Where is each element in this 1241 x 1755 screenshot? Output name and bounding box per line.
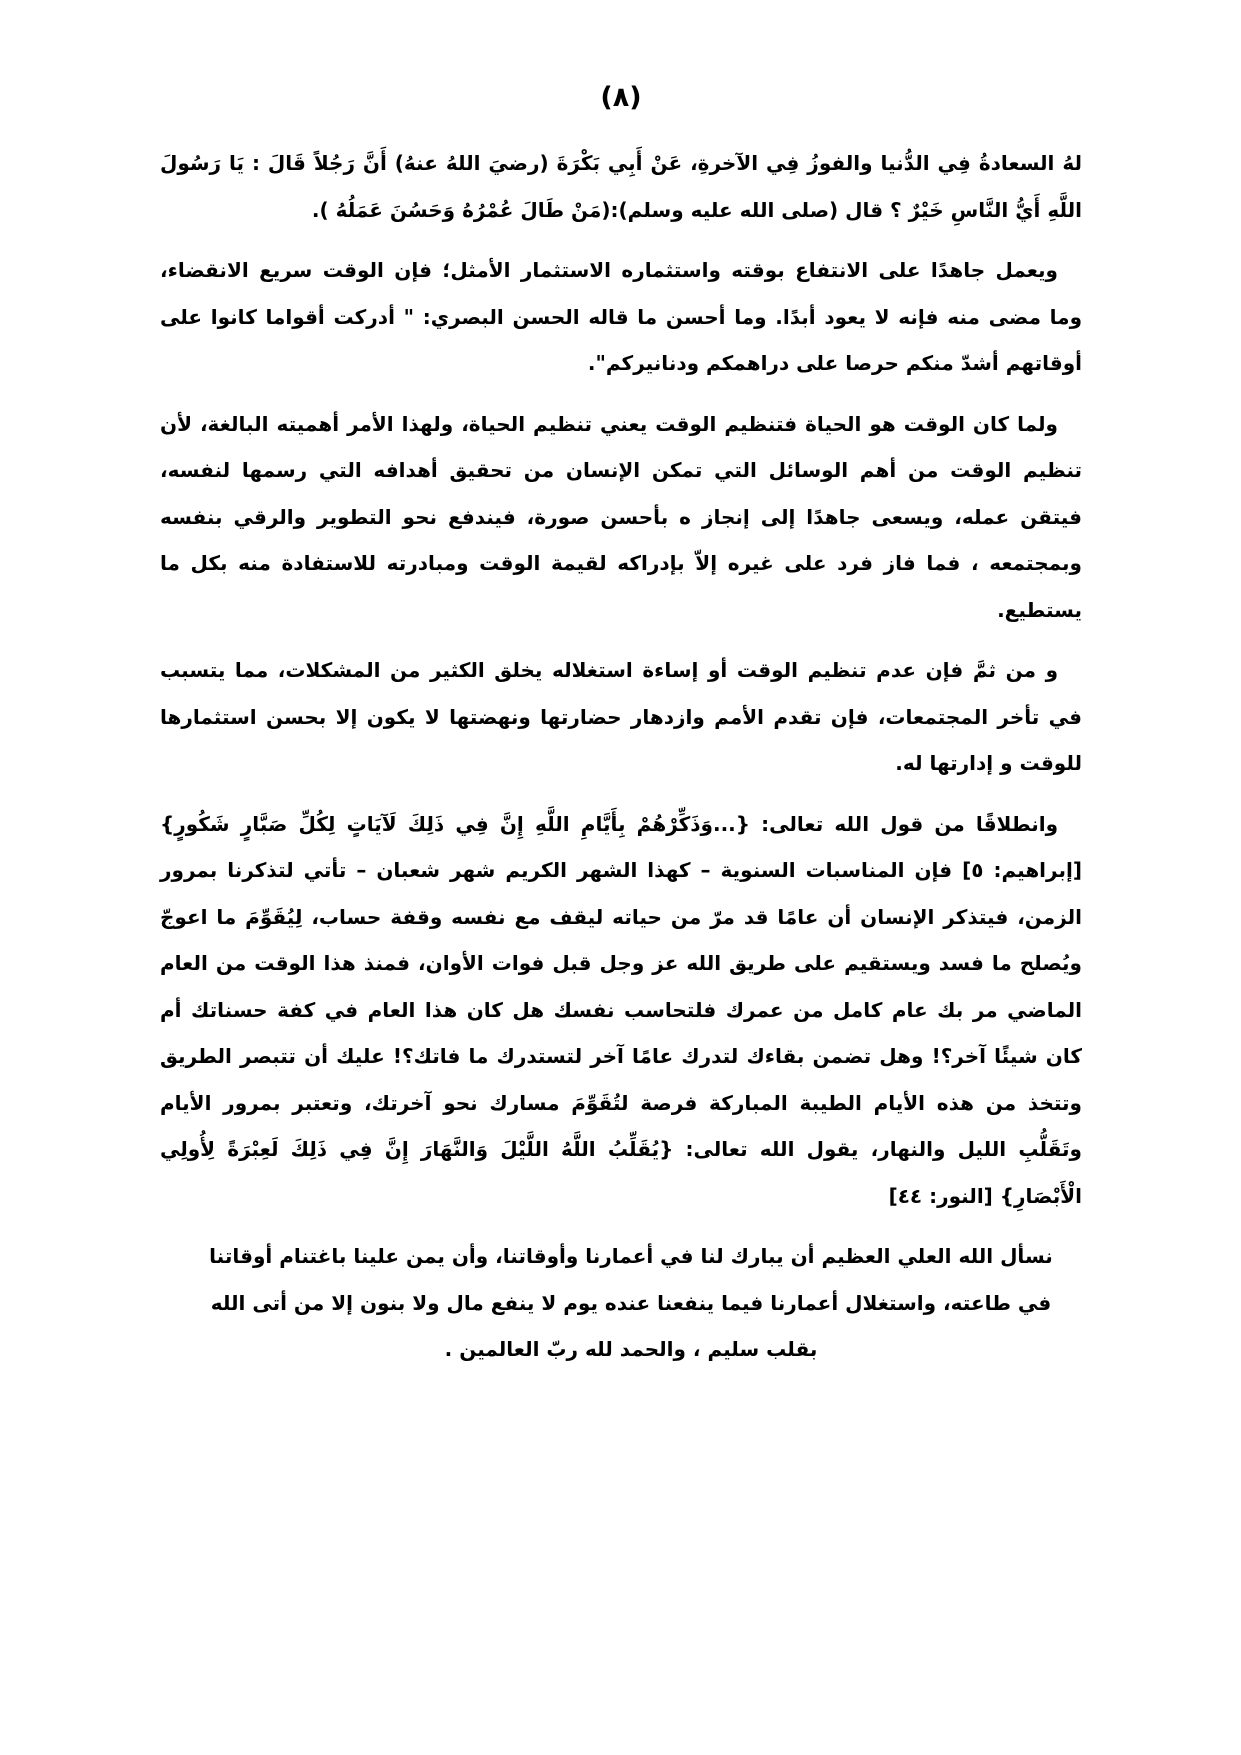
paragraph-time-misuse: و من ثمَّ فإن عدم تنظيم الوقت أو إساءة استغلاله يخلق الكثير من المشكلات، مما يتسبب في تأخر المجتمعات، فإن تقدم الأمم وازدهار حضارتها ونهضتها لا يكون إلا بحسن استثمارها للوقت و إدارتها له. <box>160 658 1082 775</box>
paragraph-hadith: لهُ السعادةُ فِي الدُّنيا والفوزُ فِي الآخرةِ، عَنْ أَبِي بَكْرَةَ (رضيَ اللهُ عنهُ) أَنَّ رَجُلاً قَالَ : يَا رَسُولَ اللَّهِ أَيُّ النَّاسِ خَيْرٌ ؟ قال (صلى الله عليه وسلم):(مَنْ طَالَ عُمْرُهُ وَحَسُنَ عَمَلُهُ ). <box>160 151 1082 222</box>
paragraph-time-organization: ولما كان الوقت هو الحياة فتنظيم الوقت يعني تنظيم الحياة، ولهذا الأمر أهميته البالغة، لأن تنظيم الوقت من أهم الوسائل التي تمكن الإنسان من تحقيق أهدافه التي رسمها لنفسه، فيتقن عمله، ويسعى جاهدًا إلى إنجاز ه بأحسن صورة، فيندفع نحو التطوير والرقي بنفسه وبمجتمعه ، فما فاز فرد على غيره إلاّ بإدراكه لقيمة الوقت ومبادرته للاستفادة منه بكل ما يستطيع. <box>160 411 1082 622</box>
paragraph-quran-reflection: وانطلاقًا من قول الله تعالى: {...وَذَكِّرْهُمْ بِأَيَّامِ اللَّهِ إِنَّ فِي ذَلِكَ لَآيَاتٍ لِكُلِّ صَبَّارٍ شَكُورٍ}[إبراهيم: ٥] فإن المناسبات السنوية – كهذا الشهر الكريم شهر شعبان – تأتي لتذكرنا بمرور الزمن، فيتذكر الإنسان أن عامًا قد مرّ من حياته ليقف مع نفسه وقفة حساب، لِيُقَوِّمَ ما اعوجّ ويُصلح ما فسد ويستقيم على طريق الله عز وجل قبل فوات الأوان، فمنذ هذا الوقت من العام الماضي مر بك عام كامل من عمرك فلتحاسب نفسك هل كان هذا العام في كفة حسناتك أم كان شيئًا آخر؟! وهل تضمن بقاءك لتدرك عامًا آخر لتستدرك ما فاتك؟! عليك أن تتبصر الطريق وتتخذ من هذه الأيام الطيبة المباركة فرصة لتُقَوِّمَ مسارك نحو آخرتك، وتعتبر بمرور الأيام وتَقَلُّبِ الليل والنهار، يقول الله تعالى: {يُقَلِّبُ اللَّهُ اللَّيْلَ وَالنَّهَارَ إِنَّ فِي ذَلِكَ لَعِبْرَةً لِأُولِي الْأَبْصَارِ} [النور: ٤٤] <box>160 811 1082 1208</box>
paragraph-time-investment: ويعمل جاهدًا على الانتفاع بوقته واستثماره الاستثمار الأمثل؛ فإن الوقت سريع الانقضاء، وما مضى منه فإنه لا يعود أبدًا. وما أحسن ما قاله الحسن البصري: " أدركت أقواما كانوا على أوقاتهم أشدّ منكم حرصا على دراهمكم ودنانيركم". <box>160 258 1082 375</box>
closing-prayer: نسأل الله العلي العظيم أن يبارك لنا في أعمارنا وأوقاتنا، وأن يمن علينا باغتنام أوقاتنا في طاعته، واستغلال أعمارنا فيما ينفعنا عنده يوم لا ينفع مال ولا بنون إلا من أتى الله بقلب سليم ، والحمد لله ربّ العالمين . <box>209 1244 1053 1361</box>
document-page <box>160 78 1082 1393</box>
page-number: (٨) <box>600 82 642 113</box>
